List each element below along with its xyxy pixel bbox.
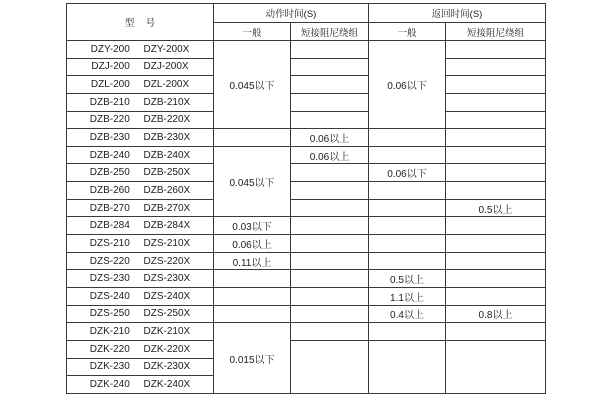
value-cell: [291, 305, 369, 323]
header-return-general: 一般: [369, 23, 446, 41]
value-cell: [291, 76, 369, 94]
value-cell: [291, 287, 369, 305]
model-cell: DZS-250 DZS-250X: [67, 305, 214, 323]
value-cell: [291, 235, 369, 253]
table-row: [67, 111, 546, 129]
value-cell: [291, 111, 369, 129]
model-cell: DZB-220 DZB-220X: [67, 111, 214, 129]
model-cell: DZB-270 DZB-270X: [67, 199, 214, 217]
value-cell: [446, 182, 546, 200]
table-row: [67, 129, 546, 147]
table-row: [67, 164, 546, 182]
spec-table: [66, 3, 546, 394]
table-header: [67, 4, 546, 41]
value-cell: [446, 287, 546, 305]
value-cell: 0.06以上: [291, 129, 369, 147]
table-row: [67, 217, 546, 235]
value-cell: 0.06以上: [291, 146, 369, 164]
value-cell: [446, 93, 546, 111]
model-cell: DZS-210 DZS-210X: [67, 235, 214, 253]
header-row-groups: [67, 4, 546, 23]
value-cell: [446, 340, 546, 393]
header-model: 型 号: [67, 4, 214, 41]
header-return-time: 返回时间(S): [369, 4, 546, 23]
model-cell: DZB-284 DZB-284X: [67, 217, 214, 235]
value-cell: [291, 182, 369, 200]
value-cell: [446, 235, 546, 253]
value-cell: [446, 76, 546, 94]
model-cell: DZK-220 DZK-220X: [67, 340, 214, 358]
model-cell: DZS-240 DZS-240X: [67, 287, 214, 305]
value-cell: [446, 252, 546, 270]
table-row: [67, 58, 546, 76]
value-cell: [369, 129, 446, 147]
table-row: [67, 76, 546, 94]
value-cell: [369, 182, 446, 200]
value-cell: 0.06以上: [214, 235, 291, 253]
value-cell: 1.1以上: [369, 287, 446, 305]
value-cell: [291, 323, 369, 341]
value-cell: [291, 340, 369, 393]
value-cell: [291, 58, 369, 76]
model-cell: DZB-210 DZB-210X: [67, 93, 214, 111]
table-row: [67, 93, 546, 111]
value-cell: [291, 199, 369, 217]
model-cell: DZK-230 DZK-230X: [67, 358, 214, 376]
model-cell: DZK-210 DZK-210X: [67, 323, 214, 341]
table-row: [67, 323, 546, 341]
model-cell: DZK-240 DZK-240X: [67, 376, 214, 394]
value-cell: [214, 129, 291, 147]
value-cell: 0.03以下: [214, 217, 291, 235]
value-cell: [291, 164, 369, 182]
model-cell: DZB-260 DZB-260X: [67, 182, 214, 200]
value-cell: [446, 323, 546, 341]
value-cell: [446, 41, 546, 59]
value-cell: [446, 58, 546, 76]
model-cell: DZS-220 DZS-220X: [67, 252, 214, 270]
value-cell: [214, 270, 291, 288]
value-cell: 0.5以上: [369, 270, 446, 288]
header-return-damping-winding: 短接阻尼绕组: [446, 23, 546, 41]
value-cell: [446, 164, 546, 182]
value-cell: [446, 217, 546, 235]
table-row: [67, 287, 546, 305]
value-cell: [291, 252, 369, 270]
value-cell: 0.4以上: [369, 305, 446, 323]
model-cell: DZL-200 DZL-200X: [67, 76, 214, 94]
model-cell: DZB-250 DZB-250X: [67, 164, 214, 182]
value-cell: [369, 323, 446, 341]
value-cell: [214, 305, 291, 323]
value-cell: [291, 41, 369, 59]
table-row: [67, 146, 546, 164]
value-cell: 0.5以上: [446, 199, 546, 217]
value-cell: [446, 111, 546, 129]
model-cell: DZJ-200 DZJ-200X: [67, 58, 214, 76]
value-cell: [369, 340, 446, 393]
value-cell: [291, 270, 369, 288]
value-cell: 0.06以下: [369, 41, 446, 129]
model-cell: DZB-240 DZB-240X: [67, 146, 214, 164]
value-cell: [446, 146, 546, 164]
value-cell: [369, 199, 446, 217]
model-cell: DZY-200 DZY-200X: [67, 41, 214, 59]
model-cell: DZS-230 DZS-230X: [67, 270, 214, 288]
value-cell: [446, 129, 546, 147]
table-body: [67, 41, 546, 394]
value-cell: [369, 146, 446, 164]
table-row: [67, 340, 546, 358]
table-row: [67, 182, 546, 200]
value-cell: 0.11以上: [214, 252, 291, 270]
value-cell: [291, 93, 369, 111]
table-row: [67, 252, 546, 270]
header-action-time: 动作时间(S): [214, 4, 369, 23]
value-cell: [369, 252, 446, 270]
value-cell: 0.015以下: [214, 323, 291, 394]
table-row: [67, 270, 546, 288]
table-row: [67, 305, 546, 323]
table-row: [67, 235, 546, 253]
value-cell: [369, 235, 446, 253]
value-cell: [446, 270, 546, 288]
table-row: [67, 41, 546, 59]
value-cell: [369, 217, 446, 235]
value-cell: 0.06以下: [369, 164, 446, 182]
value-cell: [291, 217, 369, 235]
table-row: [67, 199, 546, 217]
header-action-general: 一般: [214, 23, 291, 41]
value-cell: 0.045以下: [214, 146, 291, 217]
value-cell: 0.8以上: [446, 305, 546, 323]
header-action-damping-winding: 短接阻尼绕组: [291, 23, 369, 41]
model-cell: DZB-230 DZB-230X: [67, 129, 214, 147]
value-cell: 0.045以下: [214, 41, 291, 129]
value-cell: [214, 287, 291, 305]
